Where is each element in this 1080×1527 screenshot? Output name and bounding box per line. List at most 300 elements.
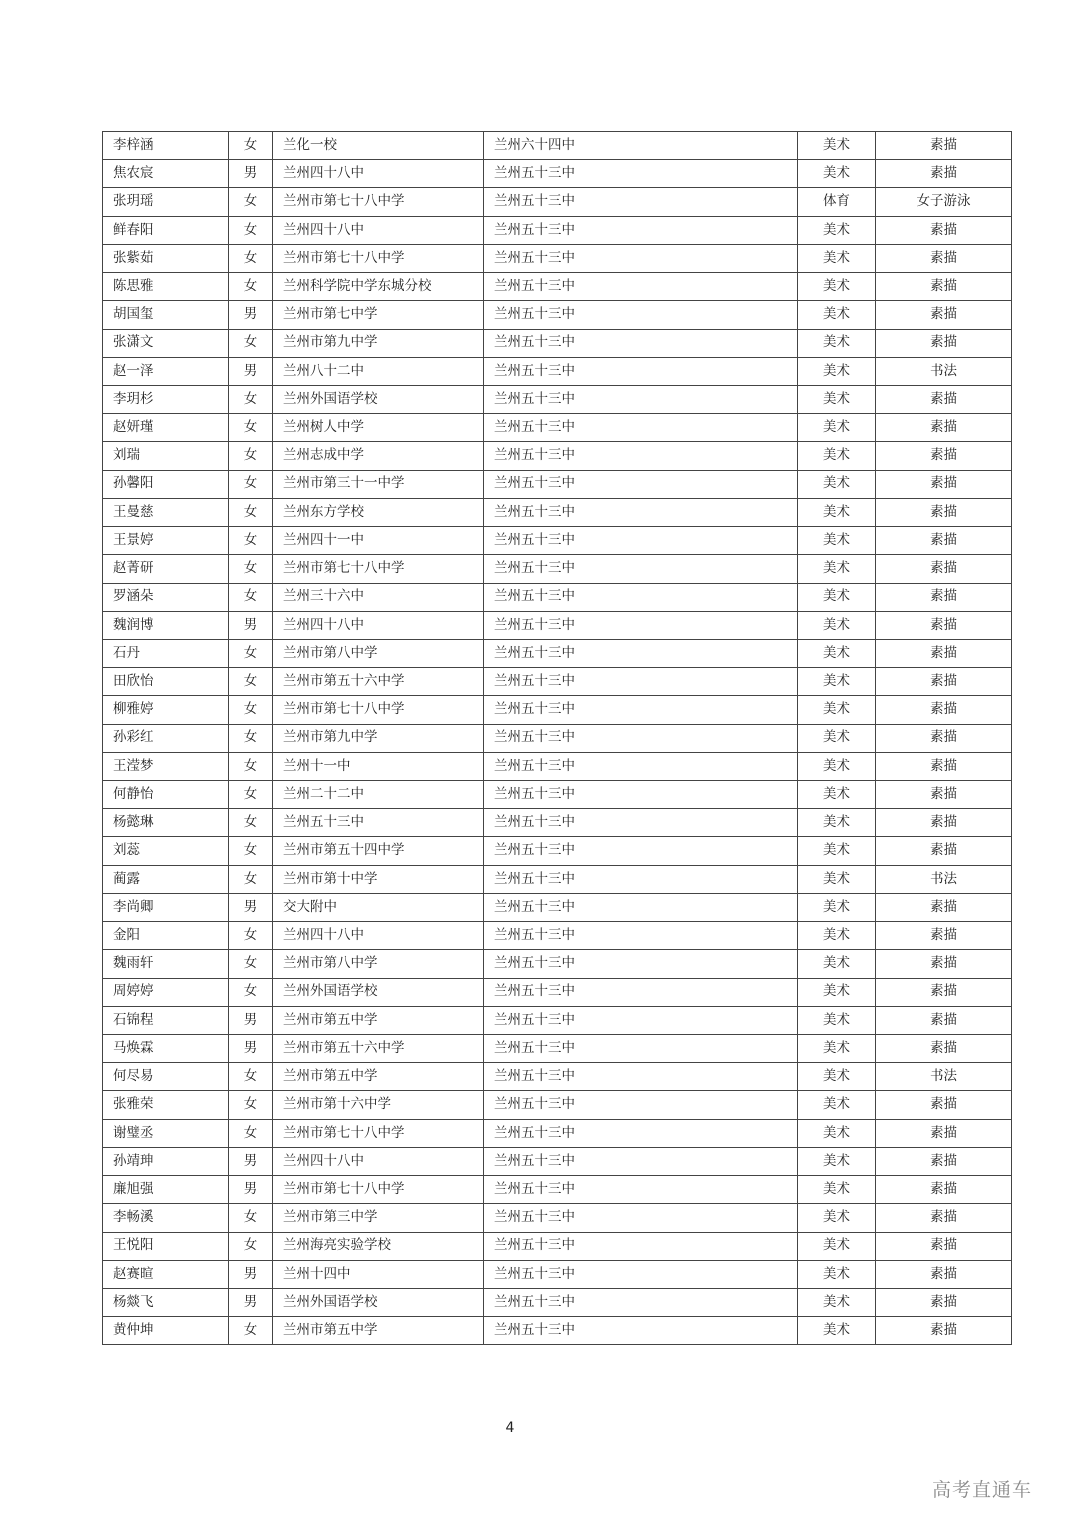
cell-junior-school: 兰州四十一中 [273,527,484,555]
cell-admitted-school: 兰州五十三中 [484,1035,798,1063]
table-row [103,442,1012,470]
cell-junior-school: 兰州四十八中 [273,922,484,950]
cell-category: 美术 [798,1035,876,1063]
cell-gender: 女 [229,132,273,160]
cell-gender: 男 [229,357,273,385]
cell-name: 李玥杉 [103,385,229,413]
cell-junior-school: 兰州市第五中学 [273,1006,484,1034]
cell-gender: 女 [229,329,273,357]
cell-name: 陈思雅 [103,273,229,301]
cell-junior-school: 兰州四十八中 [273,611,484,639]
cell-admitted-school: 兰州五十三中 [484,301,798,329]
cell-junior-school: 交大附中 [273,893,484,921]
cell-category: 美术 [798,357,876,385]
cell-junior-school: 兰州市第七十八中学 [273,1176,484,1204]
cell-item: 素描 [876,1260,1012,1288]
cell-name: 何尽易 [103,1063,229,1091]
cell-gender: 女 [229,1317,273,1345]
cell-admitted-school: 兰州五十三中 [484,527,798,555]
cell-gender: 男 [229,1035,273,1063]
cell-gender: 男 [229,301,273,329]
cell-gender: 女 [229,639,273,667]
cell-admitted-school: 兰州五十三中 [484,216,798,244]
cell-gender: 女 [229,696,273,724]
cell-item: 素描 [876,216,1012,244]
cell-name: 刘蕊 [103,837,229,865]
cell-name: 黄仲坤 [103,1317,229,1345]
cell-name: 廉旭强 [103,1176,229,1204]
cell-name: 赵妍瑾 [103,414,229,442]
cell-item: 素描 [876,1288,1012,1316]
cell-item: 素描 [876,668,1012,696]
cell-admitted-school: 兰州五十三中 [484,781,798,809]
cell-category: 美术 [798,978,876,1006]
cell-junior-school: 兰州市第七中学 [273,301,484,329]
cell-category: 美术 [798,1147,876,1175]
cell-item: 素描 [876,893,1012,921]
cell-admitted-school: 兰州五十三中 [484,442,798,470]
table-row [103,470,1012,498]
cell-category: 美术 [798,1176,876,1204]
cell-category: 美术 [798,781,876,809]
cell-name: 赵菁研 [103,555,229,583]
cell-admitted-school: 兰州五十三中 [484,724,798,752]
cell-admitted-school: 兰州五十三中 [484,244,798,272]
cell-junior-school: 兰州市第三中学 [273,1204,484,1232]
cell-name: 石锦程 [103,1006,229,1034]
table-row [103,696,1012,724]
cell-gender: 女 [229,498,273,526]
cell-name: 张雅荣 [103,1091,229,1119]
cell-category: 美术 [798,724,876,752]
cell-admitted-school: 兰州五十三中 [484,329,798,357]
cell-junior-school: 兰州市第九中学 [273,329,484,357]
cell-category: 美术 [798,527,876,555]
cell-junior-school: 兰州三十六中 [273,583,484,611]
cell-category: 美术 [798,1119,876,1147]
table-row [103,639,1012,667]
admission-list-table [102,131,1012,1345]
cell-name: 刘瑞 [103,442,229,470]
cell-name: 王景婷 [103,527,229,555]
cell-junior-school: 兰州市第八中学 [273,950,484,978]
cell-item: 素描 [876,301,1012,329]
cell-name: 谢璧丞 [103,1119,229,1147]
cell-admitted-school: 兰州五十三中 [484,865,798,893]
cell-item: 素描 [876,950,1012,978]
cell-item: 素描 [876,752,1012,780]
cell-name: 李梓涵 [103,132,229,160]
cell-category: 美术 [798,696,876,724]
cell-name: 胡国玺 [103,301,229,329]
cell-category: 美术 [798,752,876,780]
cell-item: 素描 [876,442,1012,470]
cell-category: 美术 [798,639,876,667]
cell-category: 美术 [798,1063,876,1091]
cell-category: 美术 [798,160,876,188]
table-body [103,132,1012,1345]
cell-name: 李尚卿 [103,893,229,921]
table-row [103,922,1012,950]
cell-admitted-school: 兰州五十三中 [484,950,798,978]
cell-admitted-school: 兰州五十三中 [484,696,798,724]
cell-item: 素描 [876,639,1012,667]
cell-gender: 男 [229,1260,273,1288]
cell-gender: 女 [229,1119,273,1147]
cell-gender: 女 [229,978,273,1006]
cell-gender: 女 [229,837,273,865]
cell-gender: 男 [229,1147,273,1175]
cell-gender: 女 [229,555,273,583]
cell-admitted-school: 兰州五十三中 [484,1006,798,1034]
cell-item: 素描 [876,809,1012,837]
table-row [103,1204,1012,1232]
cell-junior-school: 兰州东方学校 [273,498,484,526]
cell-junior-school: 兰州志成中学 [273,442,484,470]
cell-name: 魏润博 [103,611,229,639]
cell-item: 素描 [876,922,1012,950]
cell-admitted-school: 兰州五十三中 [484,583,798,611]
cell-category: 美术 [798,301,876,329]
cell-gender: 女 [229,188,273,216]
cell-admitted-school: 兰州五十三中 [484,1288,798,1316]
table-row [103,160,1012,188]
cell-name: 张紫茹 [103,244,229,272]
table-row [103,978,1012,1006]
cell-junior-school: 兰州市第八中学 [273,639,484,667]
cell-category: 美术 [798,922,876,950]
cell-category: 美术 [798,470,876,498]
cell-junior-school: 兰化一校 [273,132,484,160]
cell-category: 体育 [798,188,876,216]
table-row [103,1091,1012,1119]
cell-junior-school: 兰州十四中 [273,1260,484,1288]
cell-name: 魏雨轩 [103,950,229,978]
cell-category: 美术 [798,809,876,837]
table-row [103,583,1012,611]
cell-item: 素描 [876,244,1012,272]
cell-category: 美术 [798,216,876,244]
cell-admitted-school: 兰州五十三中 [484,498,798,526]
cell-admitted-school: 兰州五十三中 [484,385,798,413]
table-row [103,893,1012,921]
table-row [103,301,1012,329]
cell-admitted-school: 兰州五十三中 [484,470,798,498]
cell-admitted-school: 兰州五十三中 [484,639,798,667]
cell-item: 素描 [876,1147,1012,1175]
cell-admitted-school: 兰州五十三中 [484,1176,798,1204]
table-row [103,244,1012,272]
table-row [103,273,1012,301]
cell-item: 素描 [876,781,1012,809]
cell-gender: 女 [229,1063,273,1091]
table-row [103,865,1012,893]
cell-category: 美术 [798,244,876,272]
cell-category: 美术 [798,1204,876,1232]
cell-item: 书法 [876,865,1012,893]
cell-category: 美术 [798,893,876,921]
cell-gender: 男 [229,1288,273,1316]
cell-gender: 女 [229,865,273,893]
watermark-text: 高考直通车 [932,1479,1033,1501]
cell-item: 书法 [876,1063,1012,1091]
cell-admitted-school: 兰州五十三中 [484,357,798,385]
cell-category: 美术 [798,668,876,696]
cell-item: 素描 [876,414,1012,442]
table-row [103,329,1012,357]
cell-gender: 女 [229,781,273,809]
cell-gender: 女 [229,1091,273,1119]
cell-junior-school: 兰州市第五中学 [273,1063,484,1091]
cell-admitted-school: 兰州五十三中 [484,668,798,696]
table-row [103,950,1012,978]
cell-name: 李畅溪 [103,1204,229,1232]
cell-admitted-school: 兰州五十三中 [484,1119,798,1147]
cell-item: 素描 [876,329,1012,357]
cell-category: 美术 [798,1232,876,1260]
cell-category: 美术 [798,273,876,301]
cell-admitted-school: 兰州五十三中 [484,1091,798,1119]
cell-admitted-school: 兰州五十三中 [484,752,798,780]
cell-gender: 女 [229,442,273,470]
cell-name: 鲜春阳 [103,216,229,244]
cell-junior-school: 兰州市第九中学 [273,724,484,752]
cell-name: 王悦阳 [103,1232,229,1260]
cell-name: 张玥瑶 [103,188,229,216]
page-number: 4 [505,1420,515,1436]
table-row [103,1317,1012,1345]
table-row [103,611,1012,639]
cell-item: 素描 [876,498,1012,526]
cell-name: 蔺露 [103,865,229,893]
cell-junior-school: 兰州市第五十六中学 [273,1035,484,1063]
cell-category: 美术 [798,329,876,357]
cell-junior-school: 兰州五十三中 [273,809,484,837]
table-row [103,357,1012,385]
cell-name: 张潇文 [103,329,229,357]
cell-name: 王滢梦 [103,752,229,780]
cell-category: 美术 [798,1260,876,1288]
cell-item: 素描 [876,132,1012,160]
table-row [103,555,1012,583]
cell-category: 美术 [798,611,876,639]
cell-item: 素描 [876,1317,1012,1345]
cell-admitted-school: 兰州五十三中 [484,160,798,188]
cell-gender: 女 [229,583,273,611]
table-row [103,414,1012,442]
cell-category: 美术 [798,555,876,583]
cell-junior-school: 兰州八十二中 [273,357,484,385]
cell-gender: 女 [229,216,273,244]
cell-item: 素描 [876,837,1012,865]
cell-name: 何静怡 [103,781,229,809]
cell-admitted-school: 兰州五十三中 [484,1147,798,1175]
table-row [103,1232,1012,1260]
cell-category: 美术 [798,1317,876,1345]
cell-item: 素描 [876,1232,1012,1260]
cell-name: 焦农宸 [103,160,229,188]
cell-admitted-school: 兰州五十三中 [484,555,798,583]
cell-junior-school: 兰州树人中学 [273,414,484,442]
cell-admitted-school: 兰州五十三中 [484,188,798,216]
cell-name: 孙彩红 [103,724,229,752]
cell-junior-school: 兰州市第七十八中学 [273,244,484,272]
cell-junior-school: 兰州海亮实验学校 [273,1232,484,1260]
cell-category: 美术 [798,385,876,413]
cell-admitted-school: 兰州五十三中 [484,809,798,837]
cell-junior-school: 兰州科学院中学东城分校 [273,273,484,301]
cell-junior-school: 兰州四十八中 [273,216,484,244]
cell-item: 素描 [876,1176,1012,1204]
cell-item: 素描 [876,1091,1012,1119]
cell-name: 金阳 [103,922,229,950]
cell-junior-school: 兰州二十二中 [273,781,484,809]
cell-item: 素描 [876,978,1012,1006]
cell-junior-school: 兰州市第十六中学 [273,1091,484,1119]
cell-name: 杨燚飞 [103,1288,229,1316]
cell-junior-school: 兰州市第五中学 [273,1317,484,1345]
cell-junior-school: 兰州四十八中 [273,1147,484,1175]
cell-admitted-school: 兰州五十三中 [484,1063,798,1091]
cell-junior-school: 兰州市第三十一中学 [273,470,484,498]
cell-item: 书法 [876,357,1012,385]
cell-item: 素描 [876,160,1012,188]
cell-item: 素描 [876,273,1012,301]
cell-admitted-school: 兰州五十三中 [484,1232,798,1260]
cell-junior-school: 兰州四十八中 [273,160,484,188]
table-row [103,1176,1012,1204]
cell-admitted-school: 兰州六十四中 [484,132,798,160]
table-row [103,1147,1012,1175]
cell-name: 柳雅婷 [103,696,229,724]
cell-junior-school: 兰州市第十中学 [273,865,484,893]
cell-item: 素描 [876,724,1012,752]
cell-item: 素描 [876,1035,1012,1063]
cell-gender: 男 [229,611,273,639]
table-row [103,1288,1012,1316]
cell-gender: 女 [229,273,273,301]
cell-gender: 女 [229,244,273,272]
cell-item: 素描 [876,470,1012,498]
cell-category: 美术 [798,1091,876,1119]
cell-name: 周婷婷 [103,978,229,1006]
cell-junior-school: 兰州市第七十八中学 [273,1119,484,1147]
cell-junior-school: 兰州市第七十八中学 [273,555,484,583]
table-row [103,216,1012,244]
table-row [103,132,1012,160]
cell-category: 美术 [798,583,876,611]
table-row [103,527,1012,555]
cell-admitted-school: 兰州五十三中 [484,837,798,865]
cell-admitted-school: 兰州五十三中 [484,922,798,950]
table-row [103,668,1012,696]
cell-gender: 女 [229,922,273,950]
table-row [103,837,1012,865]
table-row [103,1063,1012,1091]
cell-gender: 女 [229,1232,273,1260]
cell-admitted-school: 兰州五十三中 [484,414,798,442]
cell-junior-school: 兰州外国语学校 [273,1288,484,1316]
cell-item: 素描 [876,555,1012,583]
cell-category: 美术 [798,1288,876,1316]
cell-junior-school: 兰州市第七十八中学 [273,188,484,216]
cell-gender: 女 [229,470,273,498]
cell-name: 石丹 [103,639,229,667]
cell-junior-school: 兰州外国语学校 [273,978,484,1006]
table-row [103,498,1012,526]
cell-admitted-school: 兰州五十三中 [484,1260,798,1288]
cell-junior-school: 兰州市第五十四中学 [273,837,484,865]
cell-name: 杨懿琳 [103,809,229,837]
cell-category: 美术 [798,442,876,470]
cell-gender: 女 [229,724,273,752]
cell-gender: 男 [229,160,273,188]
cell-name: 马焕霖 [103,1035,229,1063]
cell-admitted-school: 兰州五十三中 [484,611,798,639]
cell-item: 女子游泳 [876,188,1012,216]
cell-admitted-school: 兰州五十三中 [484,1204,798,1232]
cell-category: 美术 [798,132,876,160]
cell-junior-school: 兰州市第五十六中学 [273,668,484,696]
table-row [103,1260,1012,1288]
cell-category: 美术 [798,865,876,893]
table-row [103,1119,1012,1147]
table-row [103,1006,1012,1034]
cell-gender: 女 [229,809,273,837]
cell-item: 素描 [876,583,1012,611]
table-row [103,1035,1012,1063]
cell-name: 赵一泽 [103,357,229,385]
cell-item: 素描 [876,696,1012,724]
cell-gender: 女 [229,752,273,780]
table-row [103,188,1012,216]
cell-gender: 女 [229,668,273,696]
cell-gender: 男 [229,1006,273,1034]
cell-item: 素描 [876,1204,1012,1232]
cell-name: 罗涵朵 [103,583,229,611]
cell-item: 素描 [876,385,1012,413]
table-row [103,752,1012,780]
cell-gender: 女 [229,414,273,442]
cell-gender: 男 [229,1176,273,1204]
cell-admitted-school: 兰州五十三中 [484,273,798,301]
cell-category: 美术 [798,950,876,978]
cell-junior-school: 兰州市第七十八中学 [273,696,484,724]
cell-item: 素描 [876,1006,1012,1034]
cell-name: 王曼慈 [103,498,229,526]
cell-name: 赵赛暄 [103,1260,229,1288]
cell-admitted-school: 兰州五十三中 [484,1317,798,1345]
cell-category: 美术 [798,498,876,526]
cell-category: 美术 [798,414,876,442]
table-row [103,781,1012,809]
cell-item: 素描 [876,1119,1012,1147]
cell-junior-school: 兰州十一中 [273,752,484,780]
cell-item: 素描 [876,611,1012,639]
cell-gender: 女 [229,527,273,555]
table-row [103,809,1012,837]
cell-junior-school: 兰州外国语学校 [273,385,484,413]
cell-name: 孙馨阳 [103,470,229,498]
cell-category: 美术 [798,837,876,865]
cell-category: 美术 [798,1006,876,1034]
cell-admitted-school: 兰州五十三中 [484,978,798,1006]
cell-gender: 女 [229,1204,273,1232]
cell-name: 孙靖珅 [103,1147,229,1175]
cell-gender: 男 [229,893,273,921]
cell-item: 素描 [876,527,1012,555]
table-row [103,724,1012,752]
